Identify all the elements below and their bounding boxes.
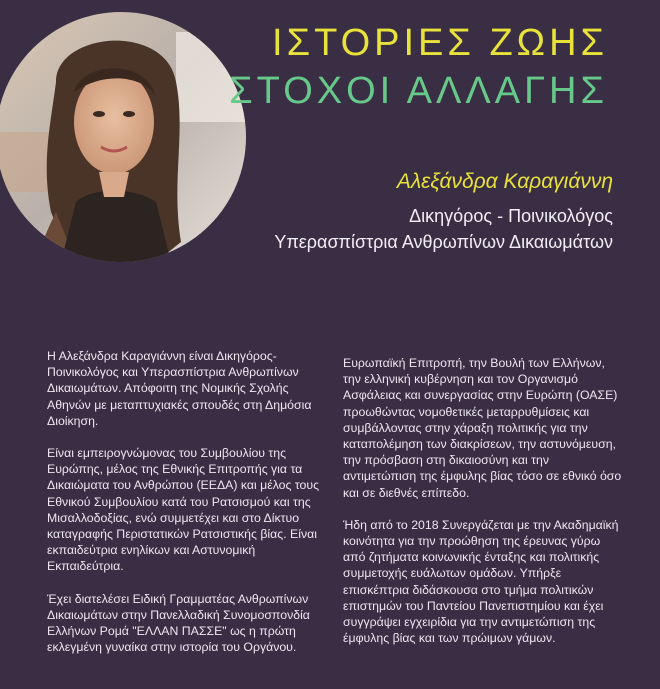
person-role-2: Υπερασπίστρια Ανθρωπίνων Δικαιωμάτων [274, 232, 613, 252]
bio-paragraph: Η Αλεξάνδρα Καραγιάννη είναι Δικηγόρος-Ποινικολόγος και Υπερασπίστρια Ανθρωπίνων Δικαιωμάτων. Απόφοιτη της Νομικής Σχολής Αθηνών με μεταπτυχιακές σπουδές στη Δημόσια Διοίκηση. [47, 349, 312, 428]
bio-paragraph: Έχει διατελέσει Ειδική Γραμματέας Ανθρωπίνων Δικαιωμάτων στην Πανελλαδική Συνομοσπονδία Ελλήνων Ρομά "ΕΛΛΑΝ ΠΑΣΣΕ" ως η πρώτη εκλεγμένη γυναίκα στην ιστορία του Οργάνου. [47, 591, 310, 655]
bio-paragraph: Ήδη από το 2018 Συνεργάζεται με την Ακαδημαϊκή κοινότητα για την προώθηση της έρευνας γύρω από ζητήματα κοινωνικής ένταξης και πολιτικής συμμετοχής ευάλωτων ομάδων. Υπήρξε επισκέπτρια διδάσκουσα στο τμήμα πολιτικών επιστημών του Παντείου Πανεπιστημίου και έχει συγγράψει εγχειρίδια για την αντιμετώπιση της έμφυλης βίας και των πρώιμων γάμων. [343, 517, 619, 646]
person-name: Αλεξάνδρα Καραγιάννη [396, 170, 613, 193]
title-line-1: ΙΣΤΟΡΙΕΣ ΖΩΗΣ [272, 22, 608, 64]
portrait-photo [0, 12, 246, 262]
bio-paragraph: Ευρωπαϊκή Επιτροπή, την Βουλή των Ελλήνων, την ελληνική κυβέρνηση και τον Οργανισμό Ασφάλειας και συνεργασίας στην Ευρώπη (ΟΑΣΕ) προωθώντας νομοθετικές μεταρρυθμίσεις και συμβάλλοντας στην χάραξη πολιτικής για την καταπολέμηση των διακρίσεων, την αστυνόμευση, την πρόσβαση στη δικαιοσύνη και την αντιμετώπιση της έμφυλης βίας τόσο σε εθνικό όσο και σε διεθνές επίπεδο. [343, 356, 622, 500]
bio-column-left [47, 348, 329, 671]
bio-column-right [343, 355, 625, 662]
title-line-2: ΣΤΟΧΟΙ ΑΛΛΑΓΗΣ [229, 70, 608, 112]
bio-paragraph: Είναι εμπειρογνώμονας του Συμβουλίου της Ευρώπης, μέλος της Εθνικής Επιτροπής για τα Δικαιώματα του Ανθρώπου (ΕΕΔΑ) και μέλος τους Εθνικού Συμβουλίου κατά του Ρατσισμού και της Μισαλλοδοξίας, ενώ συμμετέχει και στο Δίκτυο καταγραφής Περιστατικών Ρατσιστικής βίας. Είναι εκπαιδεύτρια ενηλίκων και Αστυνομική Εκπαιδεύτρια. [47, 446, 320, 574]
person-role: Δικηγόρος - Ποινικολόγος [409, 206, 613, 226]
